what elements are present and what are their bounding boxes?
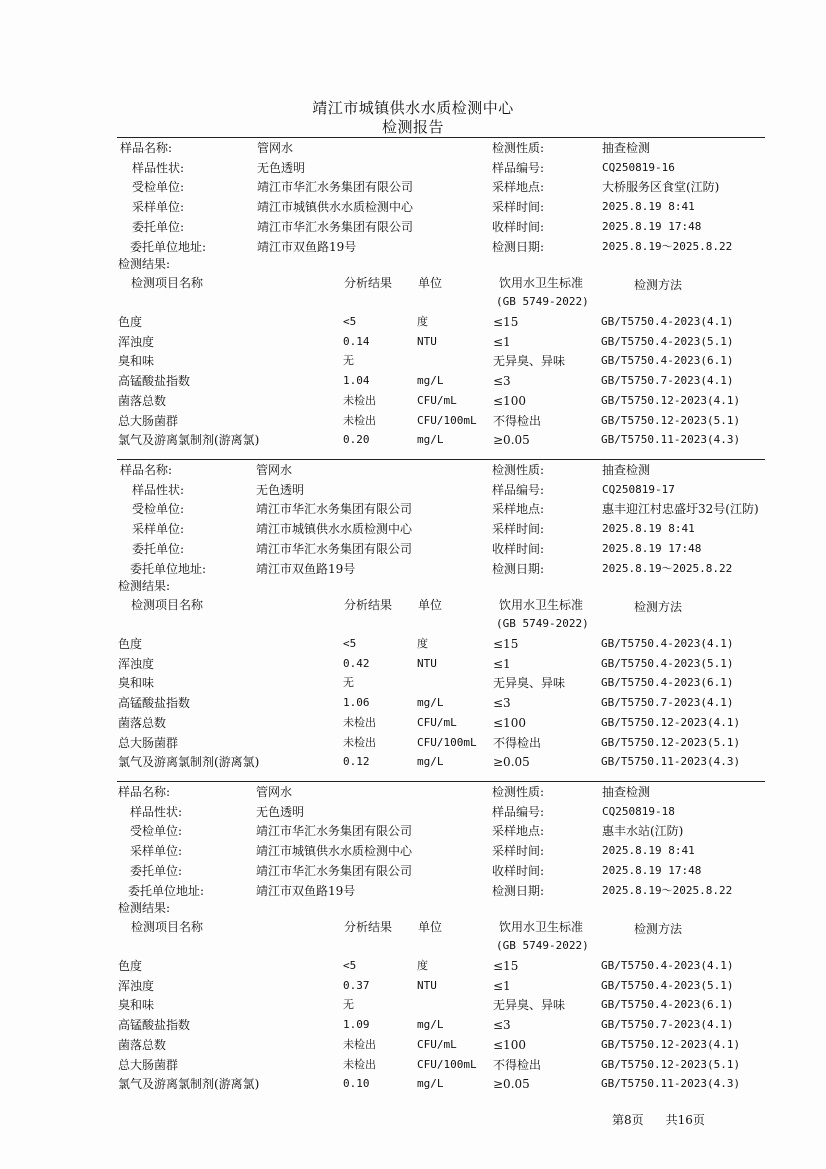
result-value: 0.14 bbox=[343, 334, 370, 348]
result-method: GB/T5750.4-2023(4.1) bbox=[601, 315, 734, 328]
result-value: 无 bbox=[343, 998, 354, 1012]
sampling-unit-value: 靖江市城镇供水水质检测中心 bbox=[256, 522, 413, 537]
client-unit-label: 委托单位: bbox=[130, 863, 183, 878]
column-header-method: 检测方法 bbox=[634, 922, 683, 936]
inspected-unit-label: 受检单位: bbox=[132, 180, 185, 195]
section-divider bbox=[117, 781, 765, 782]
column-header-unit: 单位 bbox=[418, 276, 443, 290]
result-value: 0.12 bbox=[343, 755, 370, 769]
column-header-unit: 单位 bbox=[418, 920, 443, 934]
test-nature-value: 抽查检测 bbox=[602, 785, 651, 799]
test-date-value: 2025.8.19～2025.8.22 bbox=[602, 561, 733, 575]
result-standard: ≤3 bbox=[493, 696, 511, 711]
result-standard: ≤1 bbox=[493, 334, 511, 349]
test-date-label: 检测日期: bbox=[492, 883, 545, 898]
result-item: 总大肠菌群 bbox=[118, 413, 179, 428]
result-standard: ≤15 bbox=[493, 637, 519, 651]
result-unit: CFU/mL bbox=[417, 1037, 457, 1051]
result-item: 菌落总数 bbox=[118, 715, 167, 730]
result-unit: NTU bbox=[417, 334, 437, 348]
result-standard: 不得检出 bbox=[493, 1057, 542, 1072]
result-unit: CFU/100mL bbox=[417, 413, 477, 427]
result-value: 1.06 bbox=[343, 696, 370, 710]
document-subtitle: 检测报告 bbox=[381, 118, 444, 136]
result-method: GB/T5750.11-2023(4.3) bbox=[601, 1077, 741, 1091]
sample-name-value: 管网水 bbox=[256, 463, 293, 477]
client-address-label: 委托单位地址: bbox=[130, 239, 207, 254]
result-item: 菌落总数 bbox=[118, 1037, 167, 1052]
column-header-standard: 饮用水卫生标准 bbox=[499, 598, 584, 612]
result-method: GB/T5750.7-2023(4.1) bbox=[601, 374, 734, 388]
result-unit: CFU/100mL bbox=[417, 735, 477, 749]
sampling-location-value: 惠丰迎江村忠盛圩32号(江防) bbox=[602, 502, 759, 517]
column-header-method: 检测方法 bbox=[634, 600, 683, 614]
sampling-unit-label: 采样单位: bbox=[132, 200, 185, 215]
column-header-result: 分析结果 bbox=[344, 276, 393, 290]
client-address-value: 靖江市双鱼路19号 bbox=[257, 239, 357, 254]
result-standard: 无异臭、异味 bbox=[493, 354, 566, 369]
result-method: GB/T5750.4-2023(6.1) bbox=[601, 676, 734, 690]
result-method: GB/T5750.7-2023(4.1) bbox=[601, 1018, 734, 1032]
column-header-result: 分析结果 bbox=[344, 920, 393, 934]
result-method: GB/T5750.4-2023(5.1) bbox=[601, 978, 734, 992]
result-method: GB/T5750.11-2023(4.3) bbox=[601, 433, 741, 447]
result-value: 0.20 bbox=[343, 433, 370, 447]
result-standard: 无异臭、异味 bbox=[493, 998, 566, 1013]
result-value: 未检出 bbox=[343, 735, 376, 749]
result-item: 色度 bbox=[118, 959, 143, 973]
column-header-standard-gb: (GB 5749-2022) bbox=[496, 295, 589, 308]
result-unit: 度 bbox=[417, 637, 428, 650]
result-value: 未检出 bbox=[343, 393, 376, 407]
result-standard: ≥0.05 bbox=[493, 1077, 530, 1092]
test-date-label: 检测日期: bbox=[492, 561, 545, 576]
result-method: GB/T5750.12-2023(5.1) bbox=[601, 413, 741, 427]
sample-nature-label: 样品性状: bbox=[132, 160, 185, 175]
receiving-time-label: 收样时间: bbox=[492, 541, 545, 556]
sampling-time-label: 采样时间: bbox=[492, 200, 545, 215]
result-standard: 不得检出 bbox=[493, 735, 542, 750]
result-item: 高锰酸盐指数 bbox=[118, 374, 191, 389]
result-value: 未检出 bbox=[343, 1037, 376, 1051]
column-header-item: 检测项目名称 bbox=[131, 276, 204, 290]
receiving-time-label: 收样时间: bbox=[492, 219, 545, 234]
sample-number-value: CQ250819-17 bbox=[602, 482, 675, 496]
section-divider bbox=[117, 137, 765, 138]
result-item: 高锰酸盐指数 bbox=[118, 1018, 191, 1033]
document-title: 靖江市城镇供水水质检测中心 bbox=[312, 99, 514, 117]
result-item: 氯气及游离氯制剂(游离氯) bbox=[118, 1077, 260, 1092]
result-standard: ≤3 bbox=[493, 1018, 511, 1033]
result-standard: ≥0.05 bbox=[493, 433, 530, 448]
result-standard: ≤3 bbox=[493, 374, 511, 389]
result-item: 浑浊度 bbox=[118, 334, 155, 349]
result-value: 未检出 bbox=[343, 715, 376, 729]
sampling-time-label: 采样时间: bbox=[492, 844, 545, 859]
result-item: 色度 bbox=[118, 637, 143, 651]
result-item: 臭和味 bbox=[118, 354, 155, 369]
client-unit-value: 靖江市华汇水务集团有限公司 bbox=[256, 863, 413, 878]
result-method: GB/T5750.4-2023(5.1) bbox=[601, 334, 734, 348]
result-method: GB/T5750.4-2023(6.1) bbox=[601, 998, 734, 1012]
result-item: 总大肠菌群 bbox=[118, 735, 179, 750]
result-unit: mg/L bbox=[417, 1018, 444, 1032]
sampling-unit-label: 采样单位: bbox=[130, 844, 183, 859]
result-unit: mg/L bbox=[417, 433, 444, 447]
result-method: GB/T5750.4-2023(5.1) bbox=[601, 656, 734, 670]
test-date-value: 2025.8.19～2025.8.22 bbox=[602, 883, 733, 897]
result-value: 1.04 bbox=[343, 374, 370, 388]
result-unit: mg/L bbox=[417, 374, 444, 388]
result-unit: mg/L bbox=[417, 1077, 444, 1091]
sampling-unit-value: 靖江市城镇供水水质检测中心 bbox=[257, 200, 414, 215]
client-unit-label: 委托单位: bbox=[132, 541, 185, 556]
sample-number-label: 样品编号: bbox=[492, 160, 545, 175]
sampling-location-label: 采样地点: bbox=[492, 180, 545, 195]
client-address-value: 靖江市双鱼路19号 bbox=[256, 883, 356, 898]
page-footer bbox=[612, 1111, 727, 1128]
inspected-unit-value: 靖江市华汇水务集团有限公司 bbox=[257, 180, 414, 195]
sample-nature-label: 样品性状: bbox=[130, 804, 183, 819]
result-method: GB/T5750.12-2023(4.1) bbox=[601, 715, 741, 729]
sampling-unit-value: 靖江市城镇供水水质检测中心 bbox=[256, 844, 413, 859]
result-unit: NTU bbox=[417, 656, 437, 670]
column-header-unit: 单位 bbox=[418, 598, 443, 612]
sample-name-label: 样品名称: bbox=[118, 785, 171, 799]
result-method: GB/T5750.4-2023(4.1) bbox=[601, 637, 734, 650]
result-standard: ≥0.05 bbox=[493, 755, 530, 770]
result-unit: mg/L bbox=[417, 755, 444, 769]
result-method: GB/T5750.12-2023(5.1) bbox=[601, 735, 741, 749]
result-value: 无 bbox=[343, 354, 354, 368]
sampling-unit-label: 采样单位: bbox=[132, 522, 185, 537]
result-value: 未检出 bbox=[343, 413, 376, 427]
sample-number-label: 样品编号: bbox=[492, 482, 545, 497]
receiving-time-value: 2025.8.19 17:48 bbox=[602, 863, 702, 877]
result-item: 总大肠菌群 bbox=[118, 1057, 179, 1072]
result-method: GB/T5750.12-2023(5.1) bbox=[601, 1057, 741, 1071]
result-standard: ≤15 bbox=[493, 959, 519, 973]
result-item: 浑浊度 bbox=[118, 978, 155, 993]
sample-nature-label: 样品性状: bbox=[132, 482, 185, 497]
sample-name-value: 管网水 bbox=[256, 785, 293, 799]
sample-number-value: CQ250819-16 bbox=[602, 160, 675, 174]
result-standard: ≤1 bbox=[493, 656, 511, 671]
results-label: 检测结果: bbox=[118, 901, 171, 915]
client-address-label: 委托单位地址: bbox=[130, 561, 207, 576]
result-item: 菌落总数 bbox=[118, 393, 167, 408]
result-standard: ≤100 bbox=[493, 393, 526, 408]
result-item: 臭和味 bbox=[118, 676, 155, 691]
inspected-unit-label: 受检单位: bbox=[132, 502, 185, 517]
result-value: <5 bbox=[343, 637, 357, 650]
result-standard: ≤15 bbox=[493, 315, 519, 329]
column-header-item: 检测项目名称 bbox=[131, 920, 204, 934]
column-header-method: 检测方法 bbox=[634, 278, 683, 292]
inspected-unit-value: 靖江市华汇水务集团有限公司 bbox=[256, 824, 413, 839]
result-unit: 度 bbox=[417, 315, 428, 328]
sample-name-label: 样品名称: bbox=[120, 141, 173, 155]
result-value: 未检出 bbox=[343, 1057, 376, 1071]
result-unit: NTU bbox=[417, 978, 437, 992]
sampling-location-value: 大桥服务区食堂(江防) bbox=[602, 180, 720, 195]
client-unit-label: 委托单位: bbox=[132, 219, 185, 234]
receiving-time-value: 2025.8.19 17:48 bbox=[602, 219, 702, 233]
client-unit-value: 靖江市华汇水务集团有限公司 bbox=[257, 219, 414, 234]
test-nature-value: 抽查检测 bbox=[602, 141, 651, 155]
sampling-time-value: 2025.8.19 8:41 bbox=[602, 522, 695, 536]
page-number: 第8页 bbox=[612, 1113, 644, 1127]
test-date-label: 检测日期: bbox=[492, 239, 545, 254]
column-header-result: 分析结果 bbox=[344, 598, 393, 612]
result-item: 色度 bbox=[118, 315, 143, 329]
sampling-time-value: 2025.8.19 8:41 bbox=[602, 844, 695, 858]
sampling-time-value: 2025.8.19 8:41 bbox=[602, 200, 695, 214]
result-method: GB/T5750.7-2023(4.1) bbox=[601, 696, 734, 710]
column-header-standard-gb: (GB 5749-2022) bbox=[496, 939, 589, 952]
inspected-unit-label: 受检单位: bbox=[130, 824, 183, 839]
page-total: 共16页 bbox=[665, 1113, 705, 1127]
client-address-label: 委托单位地址: bbox=[128, 883, 205, 898]
sampling-location-value: 惠丰水站(江防) bbox=[602, 824, 684, 839]
result-value: <5 bbox=[343, 315, 357, 328]
result-method: GB/T5750.12-2023(4.1) bbox=[601, 1037, 741, 1051]
result-item: 臭和味 bbox=[118, 998, 155, 1013]
sample-nature-value: 无色透明 bbox=[257, 160, 306, 175]
client-address-value: 靖江市双鱼路19号 bbox=[256, 561, 356, 576]
column-header-standard: 饮用水卫生标准 bbox=[499, 920, 584, 934]
result-value: 无 bbox=[343, 676, 354, 690]
receiving-time-label: 收样时间: bbox=[492, 863, 545, 878]
result-method: GB/T5750.12-2023(4.1) bbox=[601, 393, 741, 407]
result-value: 1.09 bbox=[343, 1018, 370, 1032]
sample-name-value: 管网水 bbox=[257, 141, 294, 155]
column-header-standard: 饮用水卫生标准 bbox=[499, 276, 584, 290]
result-unit: mg/L bbox=[417, 696, 444, 710]
result-method: GB/T5750.4-2023(6.1) bbox=[601, 354, 734, 368]
sample-number-value: CQ250819-18 bbox=[602, 804, 675, 818]
result-method: GB/T5750.4-2023(4.1) bbox=[601, 959, 734, 972]
test-nature-value: 抽查检测 bbox=[602, 463, 651, 477]
results-label: 检测结果: bbox=[118, 579, 171, 593]
sample-number-label: 样品编号: bbox=[492, 804, 545, 819]
result-unit: CFU/100mL bbox=[417, 1057, 477, 1071]
sampling-location-label: 采样地点: bbox=[492, 824, 545, 839]
result-item: 氯气及游离氯制剂(游离氯) bbox=[118, 433, 260, 448]
result-standard: 不得检出 bbox=[493, 413, 542, 428]
result-unit: CFU/mL bbox=[417, 715, 457, 729]
result-value: 0.10 bbox=[343, 1077, 370, 1091]
receiving-time-value: 2025.8.19 17:48 bbox=[602, 541, 702, 555]
result-item: 高锰酸盐指数 bbox=[118, 696, 191, 711]
result-item: 浑浊度 bbox=[118, 656, 155, 671]
result-unit: CFU/mL bbox=[417, 393, 457, 407]
test-nature-label: 检测性质: bbox=[492, 463, 545, 477]
results-label: 检测结果: bbox=[118, 257, 171, 271]
sampling-location-label: 采样地点: bbox=[492, 502, 545, 517]
result-method: GB/T5750.11-2023(4.3) bbox=[601, 755, 741, 769]
result-value: 0.42 bbox=[343, 656, 370, 670]
sample-name-label: 样品名称: bbox=[120, 463, 173, 477]
test-nature-label: 检测性质: bbox=[492, 141, 545, 155]
result-standard: ≤100 bbox=[493, 715, 526, 730]
inspected-unit-value: 靖江市华汇水务集团有限公司 bbox=[256, 502, 413, 517]
column-header-standard-gb: (GB 5749-2022) bbox=[496, 617, 589, 630]
result-item: 氯气及游离氯制剂(游离氯) bbox=[118, 755, 260, 770]
section-divider bbox=[117, 459, 765, 460]
result-unit: 度 bbox=[417, 959, 428, 972]
column-header-item: 检测项目名称 bbox=[131, 598, 204, 612]
test-nature-label: 检测性质: bbox=[492, 785, 545, 799]
client-unit-value: 靖江市华汇水务集团有限公司 bbox=[256, 541, 413, 556]
result-standard: ≤100 bbox=[493, 1037, 526, 1052]
sampling-time-label: 采样时间: bbox=[492, 522, 545, 537]
result-standard: 无异臭、异味 bbox=[493, 676, 566, 691]
sample-nature-value: 无色透明 bbox=[256, 482, 305, 497]
sample-nature-value: 无色透明 bbox=[256, 804, 305, 819]
test-date-value: 2025.8.19～2025.8.22 bbox=[602, 239, 733, 253]
result-value: 0.37 bbox=[343, 978, 370, 992]
result-value: <5 bbox=[343, 959, 357, 972]
result-standard: ≤1 bbox=[493, 978, 511, 993]
